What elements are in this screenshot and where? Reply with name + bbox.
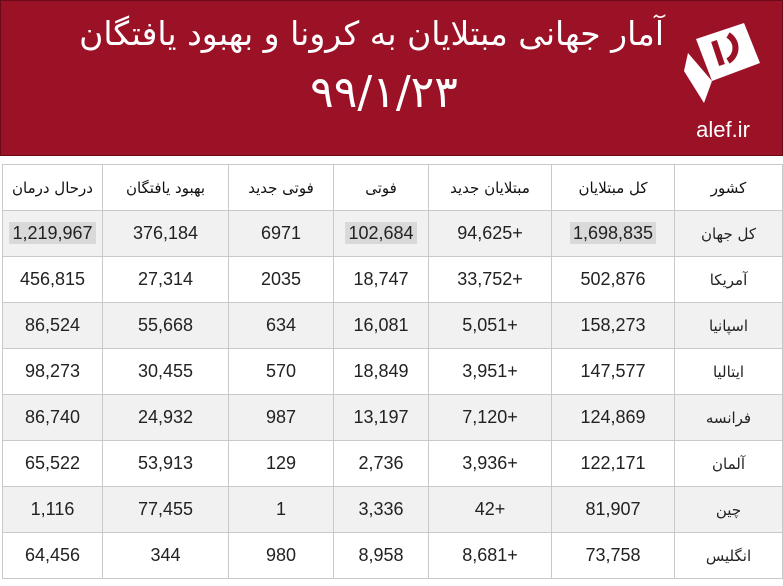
cell-new-cases: +8,681 (429, 533, 552, 579)
cell-total: 158,273 (552, 303, 675, 349)
header-total: کل مبتلایان (552, 165, 675, 211)
cell-new-cases: +7,120 (429, 395, 552, 441)
cell-deaths: 3,336 (334, 487, 429, 533)
cell-country: آمریکا (675, 257, 783, 303)
cell-active: 1,116 (3, 487, 103, 533)
cell-deaths: 18,747 (334, 257, 429, 303)
alef-logo-icon (682, 19, 764, 109)
cell-new-deaths: 129 (229, 441, 334, 487)
header-active: درحال درمان (3, 165, 103, 211)
table-row (3, 349, 783, 395)
cell-recovered: 55,668 (103, 303, 229, 349)
cell-deaths: 13,197 (334, 395, 429, 441)
cell-deaths: 8,958 (334, 533, 429, 579)
cell-total: 147,577 (552, 349, 675, 395)
cell-active-value: 1,219,967 (9, 222, 95, 244)
cell-country: انگلیس (675, 533, 783, 579)
cell-deaths: 2,736 (334, 441, 429, 487)
cell-active (3, 211, 103, 257)
cell-active: 65,522 (3, 441, 103, 487)
cell-total: 73,758 (552, 533, 675, 579)
table-row (3, 441, 783, 487)
cell-new-deaths: 634 (229, 303, 334, 349)
table-row (3, 257, 783, 303)
cell-recovered: 344 (103, 533, 229, 579)
cell-country: ایتالیا (675, 349, 783, 395)
cell-new-cases: +33,752 (429, 257, 552, 303)
cell-country: چین (675, 487, 783, 533)
cell-new-deaths: 980 (229, 533, 334, 579)
cell-active: 64,456 (3, 533, 103, 579)
header-deaths: فوتی (334, 165, 429, 211)
stats-table-wrapper (2, 164, 782, 579)
cell-new-cases: +3,951 (429, 349, 552, 395)
cell-total-value: 1,698,835 (570, 222, 656, 244)
cell-new-deaths: 1 (229, 487, 334, 533)
cell-recovered: 53,913 (103, 441, 229, 487)
covid-stats-table (2, 164, 783, 579)
cell-recovered: 376,184 (103, 211, 229, 257)
cell-deaths: 18,849 (334, 349, 429, 395)
logo-text: alef.ir (696, 117, 750, 142)
cell-recovered: 24,932 (103, 395, 229, 441)
header-country: کشور (675, 165, 783, 211)
cell-country: آلمان (675, 441, 783, 487)
cell-new-deaths: 570 (229, 349, 334, 395)
cell-country: کل جهان (675, 211, 783, 257)
cell-deaths-value: 102,684 (345, 222, 416, 244)
cell-country: فرانسه (675, 395, 783, 441)
table-row (3, 487, 783, 533)
table-row (3, 211, 783, 257)
table-row (3, 303, 783, 349)
cell-recovered: 77,455 (103, 487, 229, 533)
cell-new-cases: +3,936 (429, 441, 552, 487)
header-banner (0, 0, 783, 156)
cell-total: 122,171 (552, 441, 675, 487)
cell-active: 86,740 (3, 395, 103, 441)
date-label: ۹۹/۱/۲۳ (310, 67, 458, 118)
cell-active: 86,524 (3, 303, 103, 349)
table-header-row (3, 165, 783, 211)
cell-recovered: 30,455 (103, 349, 229, 395)
cell-new-cases: +5,051 (429, 303, 552, 349)
cell-total: 502,876 (552, 257, 675, 303)
table-row (3, 533, 783, 579)
cell-new-cases: +42 (429, 487, 552, 533)
cell-total (552, 211, 675, 257)
table-row (3, 395, 783, 441)
cell-deaths: 16,081 (334, 303, 429, 349)
cell-deaths (334, 211, 429, 257)
cell-total: 81,907 (552, 487, 675, 533)
header-new-cases: مبتلایان جدید (429, 165, 552, 211)
cell-active: 98,273 (3, 349, 103, 395)
header-recovered: بهبود یافتگان (103, 165, 229, 211)
cell-new-deaths: 2035 (229, 257, 334, 303)
cell-new-deaths: 987 (229, 395, 334, 441)
cell-total: 124,869 (552, 395, 675, 441)
cell-recovered: 27,314 (103, 257, 229, 303)
cell-new-deaths: 6971 (229, 211, 334, 257)
cell-country: اسپانیا (675, 303, 783, 349)
cell-active: 456,815 (3, 257, 103, 303)
page-title: آمار جهانی مبتلایان به کرونا و بهبود یافتگان (79, 14, 664, 53)
header-new-deaths: فوتی جدید (229, 165, 334, 211)
cell-new-cases: +94,625 (429, 211, 552, 257)
